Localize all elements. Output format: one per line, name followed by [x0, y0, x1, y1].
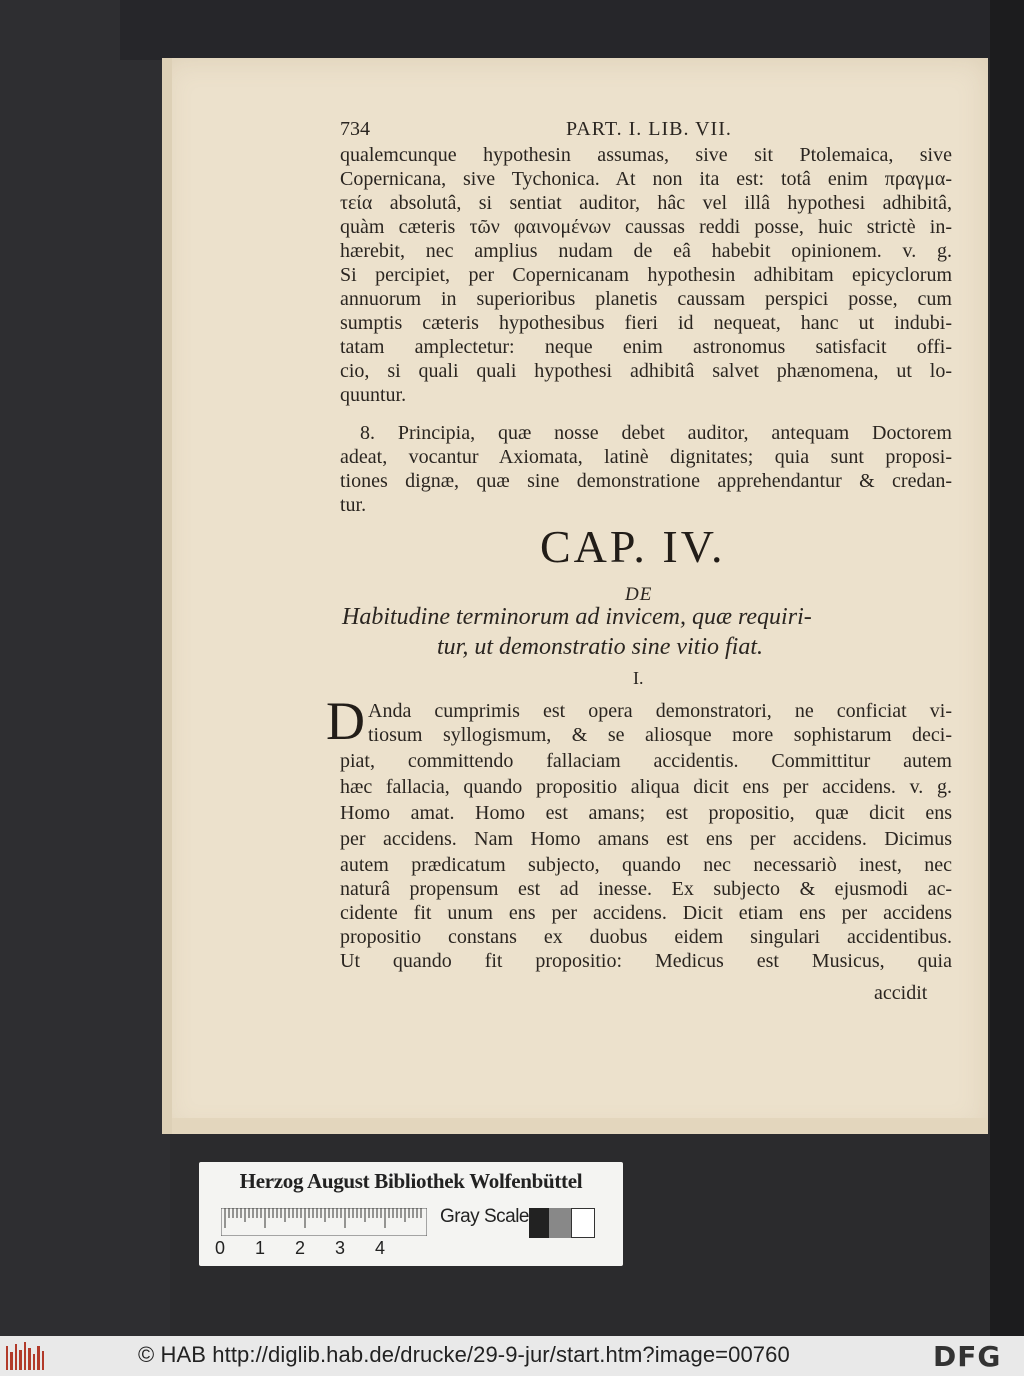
ruler-number: 3 [335, 1238, 346, 1258]
swatch-white [571, 1208, 595, 1238]
ruler-number: 4 [375, 1238, 386, 1258]
text-line: τεία absolutâ, si sentiat auditor, hâc vel illâ hypothesi adhibitâ, [340, 192, 952, 214]
text-line: qualemcunque hypothesin assumas, sive sit Ptolemaica, sive [340, 144, 952, 166]
text-line: Ut quando fit propositio: Medicus est Musicus, quia [340, 950, 952, 972]
page-header [340, 118, 952, 144]
text-line: hæc fallacia, quando propositio aliqua dicit ens per accidens. v. g. [340, 776, 952, 798]
text-line: annuorum in superioribus planetis caussam perspici posse, cum [340, 288, 952, 310]
text-line: cio, si quali quali hypothesi adhibitâ salvet phænomena, ut lo- [340, 360, 952, 382]
text-line: per accidens. Nam Homo amans est ens per accidens. Dicimus [340, 828, 952, 850]
text-line: tur. [340, 494, 367, 516]
grayscale-label: Gray Scale [440, 1206, 529, 1227]
chapter-subtitle-line2: tur, ut demonstratio sine vitio fiat. [437, 634, 764, 660]
footer-bar [0, 1336, 1024, 1376]
text-line: naturâ propensum est ad inesse. Ex subjecto & ejusmodi ac- [340, 878, 952, 900]
chapter-subtitle-line1: Habitudine terminorum ad invicem, quæ requiri- [342, 604, 812, 630]
library-name: Herzog August Bibliothek Wolfenbüttel [239, 1169, 583, 1193]
section-numeral: I. [633, 668, 644, 688]
board-left-shade [0, 0, 170, 1336]
text-line: propositio constans ex duobus eidem singulari accidentibus. [340, 926, 952, 948]
page-number: 734 [340, 118, 370, 140]
ruler-number: 1 [255, 1238, 266, 1258]
board-top-shade [120, 0, 1000, 60]
text-line: adeat, vocantur Axiomata, latinè dignitates; quia sunt proposi- [340, 446, 952, 468]
text-line: tiosum syllogismum, & se aliosque more sophistarum deci- [368, 724, 952, 746]
drop-cap: D [326, 691, 365, 751]
swatch-black [529, 1208, 549, 1238]
text-line: piat, committendo fallaciam accidentis. Committitur autem [340, 750, 952, 772]
text-line: cidente fit unum ens per accidens. Dicit etiam ens per accidens [340, 902, 952, 924]
chapter-de: DE [625, 584, 653, 605]
dfg-logo: DFG [933, 1340, 1002, 1373]
chapter-title: CAP. IV. [540, 521, 726, 572]
text-line: Copernicana, sive Tychonica. At non ita est: totâ enim πραγμα- [340, 168, 952, 190]
text-line: autem prædicatum subjecto, quando nec necessariò inest, nec [340, 854, 952, 876]
text-line: sumptis cæteris hypothesibus fieri id nequeat, hanc ut indubi- [340, 312, 952, 334]
text-line: hærebit, nec amplius nudam de eâ habebit opinionem. v. g. [340, 240, 952, 262]
text-line: Homo amat. Homo est amans; est propositio, quæ dicit ens [340, 802, 952, 824]
text-line: quàm cæteris τῶν φαινομένων caussas reddi posse, huic strictè in- [340, 216, 952, 238]
library-label [199, 1162, 623, 1266]
text-line: Anda cumprimis est opera demonstratori, ne conficiat vi- [368, 700, 952, 722]
text-line: 8. Principia, quæ nosse debet auditor, antequam Doctorem [360, 422, 952, 444]
page-left-edge [162, 58, 172, 1134]
barcode-icon [6, 1342, 46, 1370]
scale-ruler [221, 1208, 427, 1236]
ruler-number: 0 [215, 1238, 226, 1258]
text-line: quuntur. [340, 384, 407, 406]
source-url: © HAB http://diglib.hab.de/drucke/29-9-jur/start.htm?image=00760 [138, 1342, 790, 1367]
text-line: Si percipiet, per Copernicanam hypothesin adhibitam epicyclorum [340, 264, 952, 286]
running-head: PART. I. LIB. VII. [566, 118, 732, 140]
page-bottom-shadow [172, 1118, 988, 1134]
text-line: tiones dignæ, quæ sine demonstratione apprehendantur & credan- [340, 470, 952, 492]
swatch-gray [549, 1208, 571, 1238]
ruler-number: 2 [295, 1238, 306, 1258]
board-right-edge [990, 0, 1024, 1336]
text-line: tatam amplectetur: neque enim astronomus satisfacit offi- [340, 336, 952, 358]
catchword: accidit [874, 982, 928, 1004]
